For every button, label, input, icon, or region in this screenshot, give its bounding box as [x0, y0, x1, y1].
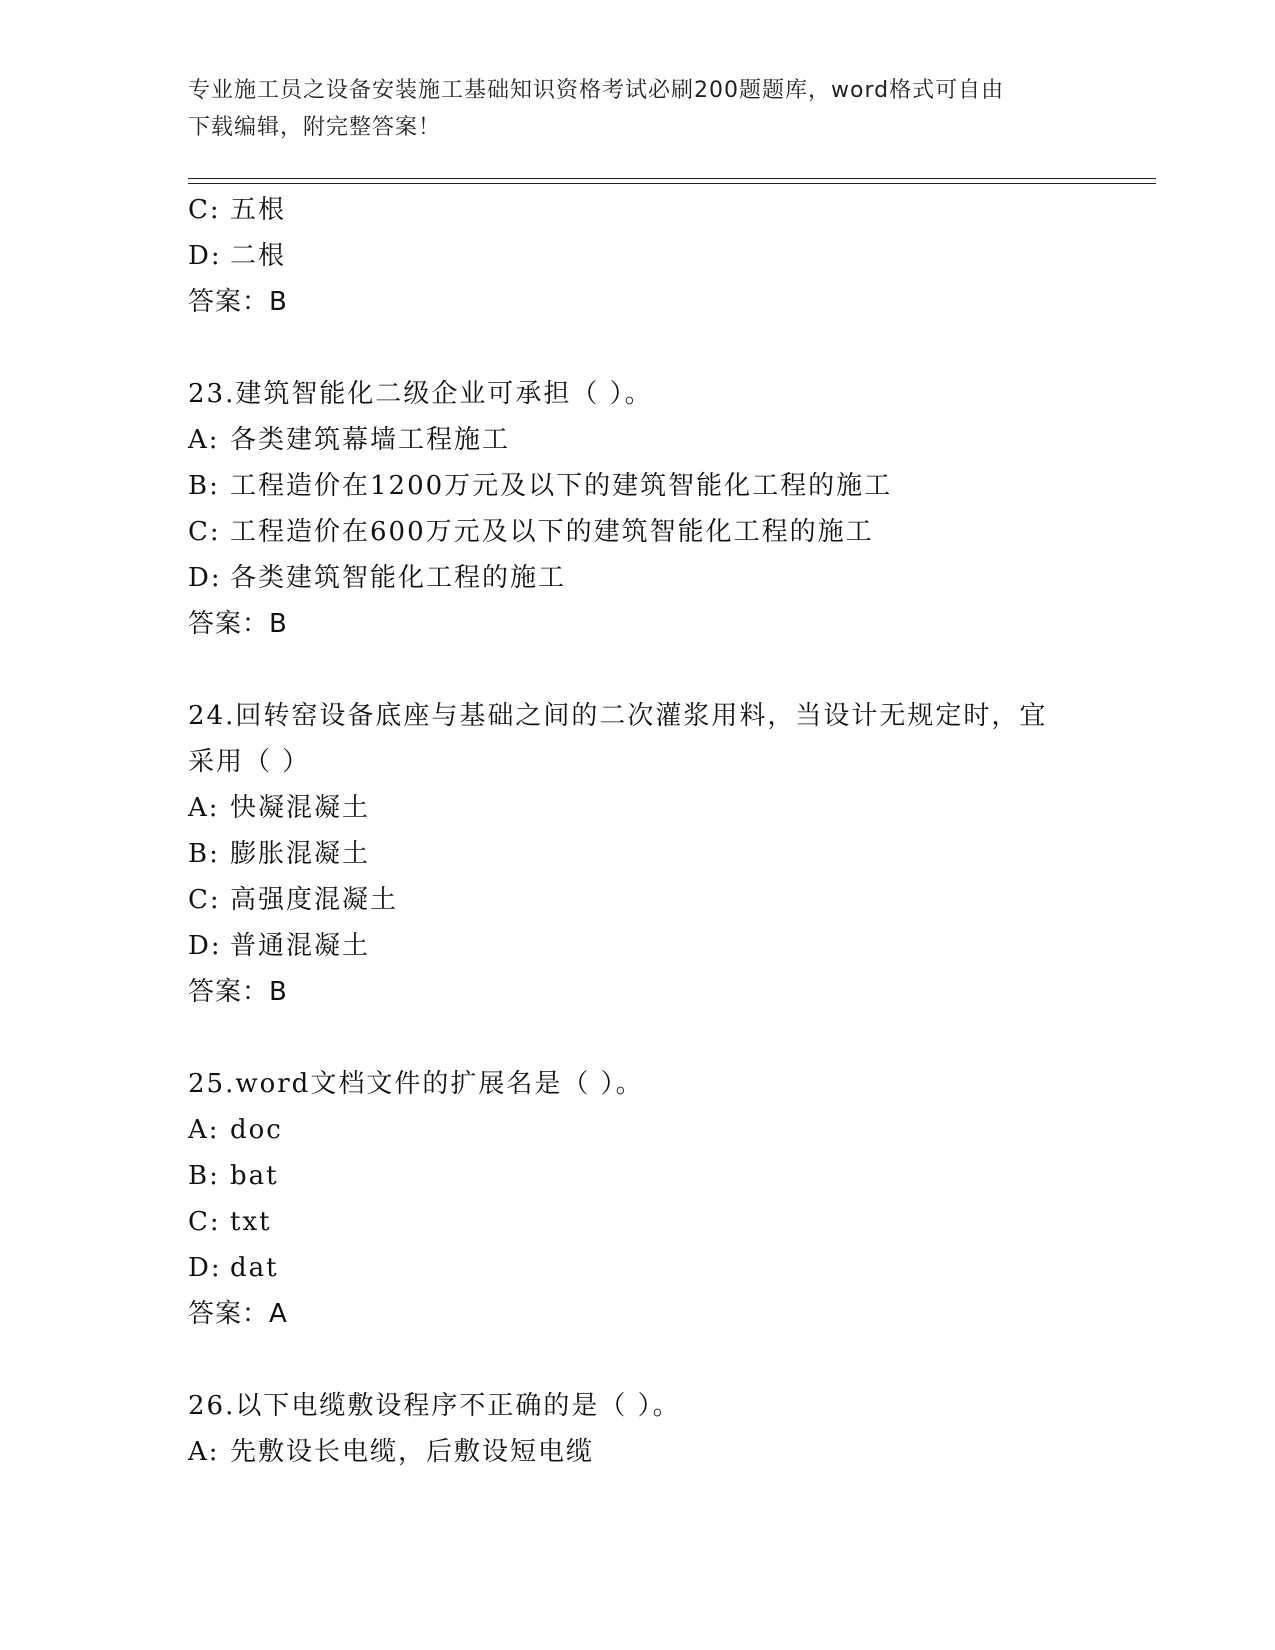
spacer — [188, 1015, 1088, 1061]
option-text: 高强度混凝土 — [230, 885, 399, 915]
option-text: 工程造价在600万元及以下的建筑智能化工程的施工 — [230, 517, 874, 547]
option-row — [188, 1199, 1088, 1245]
option-text: 各类建筑智能化工程的施工 — [230, 563, 567, 593]
option-text: bat — [230, 1161, 279, 1191]
option-key: D: — [188, 931, 222, 961]
option-text: 各类建筑幕墙工程施工 — [230, 425, 511, 455]
spacer — [188, 1337, 1088, 1383]
answer-line: 答案：B — [188, 287, 288, 317]
header-divider-bottom — [188, 183, 1156, 184]
option-text: txt — [230, 1207, 272, 1237]
option-key: A: — [188, 1437, 220, 1467]
option-key: C: — [188, 1207, 221, 1237]
question-stem: 24.回转窑设备底座与基础之间的二次灌浆用料，当设计无规定时，宜 — [188, 701, 1048, 731]
option-row — [188, 233, 1088, 279]
option-key: A: — [188, 793, 220, 823]
option-text: 快凝混凝土 — [230, 793, 371, 823]
option-text: 先敷设长电缆，后敷设短电缆 — [230, 1437, 595, 1467]
option-row — [188, 785, 1088, 831]
spacer — [188, 325, 1088, 371]
spacer — [188, 647, 1088, 693]
option-row — [188, 417, 1088, 463]
answer-line: 答案：A — [188, 1299, 288, 1329]
option-key: B: — [188, 839, 220, 869]
question-stem: 23.建筑智能化二级企业可承担（ ）。 — [188, 379, 653, 409]
option-row — [188, 463, 1088, 509]
option-key: A: — [188, 1115, 220, 1145]
header-line-1: 专业施工员之设备安装施工基础知识资格考试必刷200题题库，word格式可自由 — [188, 78, 1005, 103]
option-row — [188, 187, 1088, 233]
option-text: dat — [230, 1253, 279, 1283]
answer-line: 答案：B — [188, 977, 288, 1007]
option-key: B: — [188, 1161, 220, 1191]
answer-line: 答案：B — [188, 609, 288, 639]
option-row — [188, 877, 1088, 923]
option-row — [188, 923, 1088, 969]
option-key: C: — [188, 517, 221, 547]
document-body — [188, 187, 1088, 1475]
option-key: C: — [188, 885, 221, 915]
option-key: C: — [188, 195, 221, 225]
option-row — [188, 509, 1088, 555]
header-divider-top — [188, 178, 1156, 179]
option-text: 普通混凝土 — [230, 931, 371, 961]
option-key: B: — [188, 471, 220, 501]
option-row — [188, 1107, 1088, 1153]
option-row — [188, 1153, 1088, 1199]
question-stem: 25.word文档文件的扩展名是（ ）。 — [188, 1069, 644, 1099]
option-key: D: — [188, 563, 222, 593]
option-text: 工程造价在1200万元及以下的建筑智能化工程的施工 — [230, 471, 893, 501]
option-key: D: — [188, 1253, 222, 1283]
document-header — [188, 72, 1068, 146]
question-stem: 26.以下电缆敷设程序不正确的是（ ）。 — [188, 1391, 681, 1421]
option-row — [188, 1245, 1088, 1291]
option-text: 二根 — [230, 241, 287, 271]
option-text: 膨胀混凝土 — [230, 839, 371, 869]
option-row — [188, 555, 1088, 601]
option-key: D: — [188, 241, 222, 271]
option-text: doc — [230, 1115, 283, 1145]
question-stem-continued: 采用（ ） — [188, 747, 311, 777]
option-key: A: — [188, 425, 220, 455]
header-line-2: 下载编辑，附完整答案！ — [188, 115, 442, 140]
option-row — [188, 831, 1088, 877]
option-row — [188, 1429, 1088, 1475]
option-text: 五根 — [230, 195, 287, 225]
